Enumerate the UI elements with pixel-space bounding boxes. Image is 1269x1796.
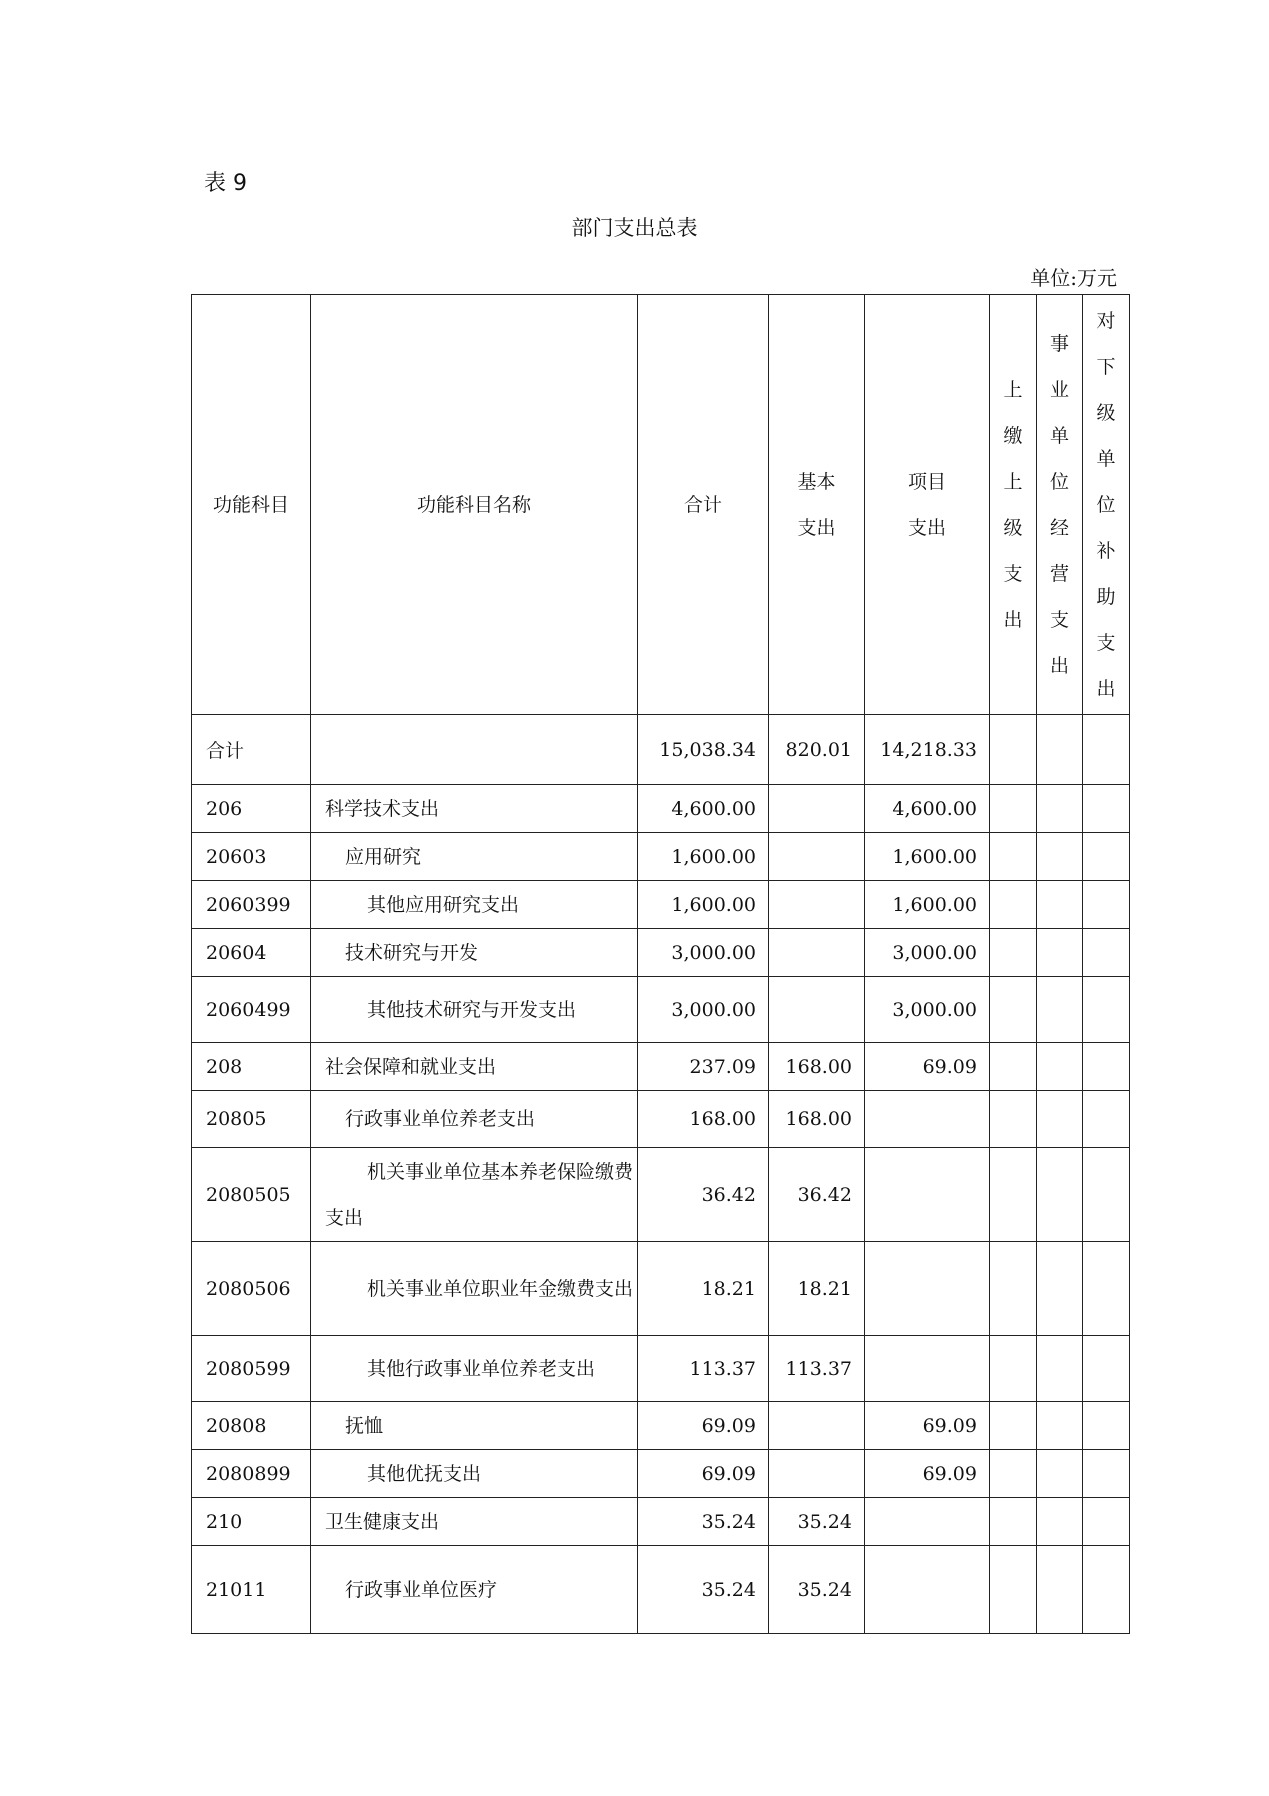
table-row [192, 1091, 1130, 1148]
col-header-code: 功能科目 [192, 295, 311, 715]
remit-cell [990, 1148, 1037, 1242]
col-header-name: 功能科目名称 [311, 295, 638, 715]
table-row [192, 785, 1130, 833]
subsidy-cell [1083, 977, 1130, 1043]
table-row [192, 1336, 1130, 1402]
total-cell: 18.21 [638, 1242, 769, 1336]
business-cell [1037, 785, 1083, 833]
col-header-remit: 上缴上级支出 [990, 295, 1037, 715]
basic-cell: 35.24 [769, 1546, 865, 1634]
remit-cell [990, 1091, 1037, 1148]
business-cell [1037, 977, 1083, 1043]
project-cell: 3,000.00 [865, 929, 990, 977]
basic-cell [769, 1450, 865, 1498]
total-cell: 1,600.00 [638, 833, 769, 881]
subsidy-cell [1083, 715, 1130, 785]
business-cell [1037, 1546, 1083, 1634]
total-cell: 4,600.00 [638, 785, 769, 833]
project-cell [865, 1148, 990, 1242]
name-cell: 其他行政事业单位养老支出 [311, 1336, 638, 1402]
total-cell: 69.09 [638, 1450, 769, 1498]
name-cell [311, 715, 638, 785]
project-cell [865, 1498, 990, 1546]
name-cell: 社会保障和就业支出 [311, 1043, 638, 1091]
remit-cell [990, 833, 1037, 881]
page-title: 部门支出总表 [571, 216, 698, 240]
subsidy-cell [1083, 1546, 1130, 1634]
subsidy-cell [1083, 1498, 1130, 1546]
name-cell: 技术研究与开发 [311, 929, 638, 977]
subsidy-cell [1083, 785, 1130, 833]
col-header-project: 项目支出 [865, 295, 990, 715]
remit-cell [990, 929, 1037, 977]
basic-cell: 113.37 [769, 1336, 865, 1402]
project-cell: 1,600.00 [865, 833, 990, 881]
project-cell: 69.09 [865, 1450, 990, 1498]
remit-cell [990, 1450, 1037, 1498]
code-cell: 20805 [192, 1091, 311, 1148]
basic-cell: 35.24 [769, 1498, 865, 1546]
code-cell: 20604 [192, 929, 311, 977]
name-cell: 其他优抚支出 [311, 1450, 638, 1498]
col-header-subsidy: 对下级单位补助支出 [1083, 295, 1130, 715]
remit-cell [990, 977, 1037, 1043]
project-cell [865, 1242, 990, 1336]
code-cell: 2060399 [192, 881, 311, 929]
remit-cell [990, 1402, 1037, 1450]
subsidy-cell [1083, 929, 1130, 977]
total-cell: 113.37 [638, 1336, 769, 1402]
code-cell: 210 [192, 1498, 311, 1546]
total-cell: 15,038.34 [638, 715, 769, 785]
expenditure-table [191, 294, 1130, 1634]
code-cell: 2080599 [192, 1336, 311, 1402]
subsidy-cell [1083, 833, 1130, 881]
remit-cell [990, 1546, 1037, 1634]
total-row [192, 715, 1130, 785]
unit-label: 单位:万元 [1030, 266, 1117, 290]
remit-cell [990, 1242, 1037, 1336]
total-cell: 1,600.00 [638, 881, 769, 929]
col-header-business: 事业单位经营支出 [1037, 295, 1083, 715]
table-row [192, 977, 1130, 1043]
remit-cell [990, 785, 1037, 833]
project-cell: 69.09 [865, 1043, 990, 1091]
subsidy-cell [1083, 1336, 1130, 1402]
business-cell [1037, 1091, 1083, 1148]
project-cell [865, 1546, 990, 1634]
table-row [192, 1498, 1130, 1546]
name-cell: 机关事业单位基本养老保险缴费支出 [311, 1148, 638, 1242]
name-cell: 机关事业单位职业年金缴费支出 [311, 1242, 638, 1336]
business-cell [1037, 1498, 1083, 1546]
business-cell [1037, 1450, 1083, 1498]
total-cell: 3,000.00 [638, 977, 769, 1043]
basic-cell: 168.00 [769, 1043, 865, 1091]
code-cell: 合计 [192, 715, 311, 785]
project-cell: 69.09 [865, 1402, 990, 1450]
business-cell [1037, 881, 1083, 929]
table-row [192, 881, 1130, 929]
table-row [192, 1546, 1130, 1634]
basic-cell [769, 785, 865, 833]
code-cell: 21011 [192, 1546, 311, 1634]
code-cell: 20603 [192, 833, 311, 881]
total-cell: 3,000.00 [638, 929, 769, 977]
basic-cell [769, 929, 865, 977]
total-cell: 168.00 [638, 1091, 769, 1148]
total-cell: 35.24 [638, 1546, 769, 1634]
business-cell [1037, 1402, 1083, 1450]
basic-cell: 36.42 [769, 1148, 865, 1242]
basic-cell [769, 977, 865, 1043]
name-cell: 应用研究 [311, 833, 638, 881]
remit-cell [990, 715, 1037, 785]
basic-cell: 168.00 [769, 1091, 865, 1148]
table-row [192, 929, 1130, 977]
project-cell: 14,218.33 [865, 715, 990, 785]
table-row [192, 1402, 1130, 1450]
basic-cell [769, 881, 865, 929]
basic-cell [769, 833, 865, 881]
code-cell: 208 [192, 1043, 311, 1091]
total-cell: 237.09 [638, 1043, 769, 1091]
subsidy-cell [1083, 1402, 1130, 1450]
name-cell: 行政事业单位养老支出 [311, 1091, 638, 1148]
subsidy-cell [1083, 1148, 1130, 1242]
business-cell [1037, 1242, 1083, 1336]
business-cell [1037, 1148, 1083, 1242]
table-row [192, 1450, 1130, 1498]
code-cell: 2060499 [192, 977, 311, 1043]
name-cell: 科学技术支出 [311, 785, 638, 833]
code-cell: 206 [192, 785, 311, 833]
business-cell [1037, 833, 1083, 881]
project-cell: 1,600.00 [865, 881, 990, 929]
project-cell [865, 1336, 990, 1402]
col-header-basic: 基本支出 [769, 295, 865, 715]
name-cell: 抚恤 [311, 1402, 638, 1450]
business-cell [1037, 1336, 1083, 1402]
table-row [192, 1148, 1130, 1242]
total-cell: 36.42 [638, 1148, 769, 1242]
basic-cell: 18.21 [769, 1242, 865, 1336]
project-cell [865, 1091, 990, 1148]
code-cell: 2080899 [192, 1450, 311, 1498]
subsidy-cell [1083, 1450, 1130, 1498]
remit-cell [990, 1043, 1037, 1091]
table-row [192, 833, 1130, 881]
name-cell: 行政事业单位医疗 [311, 1546, 638, 1634]
total-cell: 35.24 [638, 1498, 769, 1546]
table-row [192, 1242, 1130, 1336]
subsidy-cell [1083, 1043, 1130, 1091]
project-cell: 3,000.00 [865, 977, 990, 1043]
subsidy-cell [1083, 881, 1130, 929]
basic-cell: 820.01 [769, 715, 865, 785]
name-cell: 卫生健康支出 [311, 1498, 638, 1546]
subsidy-cell [1083, 1091, 1130, 1148]
remit-cell [990, 1498, 1037, 1546]
code-cell: 2080506 [192, 1242, 311, 1336]
business-cell [1037, 1043, 1083, 1091]
project-cell: 4,600.00 [865, 785, 990, 833]
remit-cell [990, 881, 1037, 929]
name-cell: 其他技术研究与开发支出 [311, 977, 638, 1043]
business-cell [1037, 715, 1083, 785]
remit-cell [990, 1336, 1037, 1402]
table-row [192, 1043, 1130, 1091]
col-header-total: 合计 [638, 295, 769, 715]
code-cell: 2080505 [192, 1148, 311, 1242]
business-cell [1037, 929, 1083, 977]
total-cell: 69.09 [638, 1402, 769, 1450]
basic-cell [769, 1402, 865, 1450]
code-cell: 20808 [192, 1402, 311, 1450]
header-row [192, 295, 1130, 715]
name-cell: 其他应用研究支出 [311, 881, 638, 929]
subsidy-cell [1083, 1242, 1130, 1336]
table-label: 表 9 [204, 171, 247, 196]
